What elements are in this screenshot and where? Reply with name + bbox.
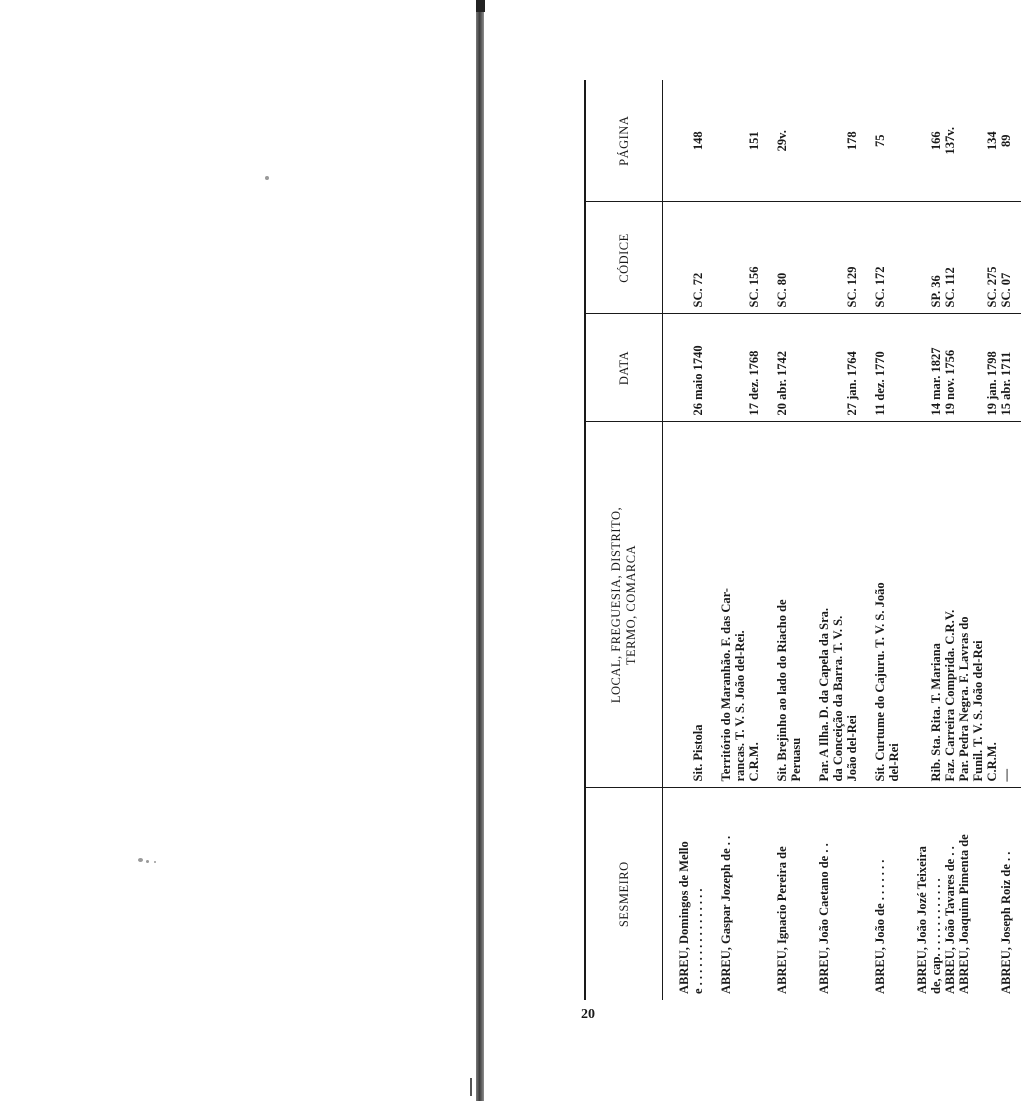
cell-data: 27 jan. 1764 xyxy=(817,314,859,422)
rotated-table-container xyxy=(584,80,1013,1000)
cell-local: Território do Maranhão. F. das Car- rancas. T. V. S. João del-Rei. C.R.M. xyxy=(719,422,761,788)
cell-local: Rib. Sta. Rita. T. Mariana xyxy=(915,422,943,788)
cell-codice: SC. 156 xyxy=(719,202,761,314)
header-pagina: PÁGINA xyxy=(585,80,663,202)
page-number: 20 xyxy=(581,1007,595,1022)
header-local: LOCAL, FREGUESIA, DISTRITO, TERMO, COMARCA xyxy=(585,422,663,788)
cell-sesmeiro: ABREU, Joaquim Pimenta de xyxy=(957,834,971,994)
page-smudge xyxy=(154,861,156,863)
cell-pagina: 134 xyxy=(957,80,999,202)
cell-codice: SC. 129 xyxy=(817,202,859,314)
cell-local: Par. Pedra Negra. F. Lavras do Funil. T. V. S. João del-Rei C.R.M. xyxy=(957,422,999,788)
table-row xyxy=(873,80,901,1000)
cell-codice: SC. 72 xyxy=(663,202,706,314)
cell-codice: SC. 172 xyxy=(873,202,901,314)
cell-pagina: 89 xyxy=(999,80,1021,202)
page-smudge xyxy=(138,858,143,862)
cell-pagina: 178 xyxy=(817,80,859,202)
cell-sesmeiro: ABREU, Ignacio Pereira de xyxy=(775,846,789,994)
table-row xyxy=(999,80,1021,1000)
cell-data: 15 abr. 1711 xyxy=(999,314,1021,422)
table-row xyxy=(775,80,803,1000)
cell-pagina: 151 xyxy=(719,80,761,202)
cell-data: 14 mar. 1827 xyxy=(915,314,943,422)
cell-local: Sit. Brejinho ao lado do Riacho de Peruasu xyxy=(775,422,803,788)
table-header-row xyxy=(585,80,663,1000)
cell-data: 20 abr. 1742 xyxy=(775,314,803,422)
cell-codice: SC. 112 xyxy=(943,202,957,314)
cell-pagina: 75 xyxy=(873,80,901,202)
spine-mark xyxy=(470,1078,472,1096)
table-row xyxy=(943,80,957,1000)
cell-codice: SC. 275 xyxy=(957,202,999,314)
cell-sesmeiro: ABREU, Joseph Roiz de . . xyxy=(999,851,1013,994)
book-spine xyxy=(476,0,484,1101)
table-row xyxy=(915,80,943,1000)
cell-data: 11 dez. 1770 xyxy=(873,314,901,422)
cell-sesmeiro: ABREU, João Caetano de . . xyxy=(817,843,831,994)
header-codice: CÓDICE xyxy=(585,202,663,314)
table-row xyxy=(719,80,761,1000)
cell-data: 17 dez. 1768 xyxy=(719,314,761,422)
cell-local: Sit. Curtume do Cajuru. T. V. S. João del-Rei xyxy=(873,422,901,788)
cell-codice: SC. 07 xyxy=(999,202,1021,314)
cell-sesmeiro: ABREU, João de . . . . . . . xyxy=(873,859,887,994)
table-row xyxy=(817,80,859,1000)
cell-local: Faz. Carreira Comprida. C.R.V. xyxy=(943,422,957,788)
cell-codice: SC. 80 xyxy=(775,202,803,314)
cell-local: Sit. Pistola xyxy=(663,422,706,788)
cell-pagina: 148 xyxy=(663,80,706,202)
page-smudge xyxy=(265,176,269,180)
cell-sesmeiro: ABREU, João Tavares de . . xyxy=(943,846,957,994)
table-row xyxy=(957,80,999,1000)
cell-local: — xyxy=(999,422,1021,788)
header-data: DATA xyxy=(585,314,663,422)
table-row xyxy=(663,80,706,1000)
page-smudge xyxy=(146,860,149,863)
cell-pagina: 29v. xyxy=(775,80,803,202)
cell-data: 26 maio 1740 xyxy=(663,314,706,422)
sesmarias-table xyxy=(584,80,1021,1000)
cell-pagina: 166 xyxy=(915,80,943,202)
cell-sesmeiro: ABREU, João Jozé Teixeira de, cap. . . . . . . . . . . . . xyxy=(915,846,943,994)
cell-sesmeiro: ABREU, Domingos de Mello e . . . . . . . . . . . . . . . . xyxy=(677,841,705,994)
spine-shadow xyxy=(476,0,485,12)
cell-codice: SP. 36 xyxy=(915,202,943,314)
cell-pagina: 137v. xyxy=(943,80,957,202)
cell-local: Par. A Ilha. D. da Capela da Sra. da Conceição da Barra. T. V. S. João del-Rei xyxy=(817,422,859,788)
header-sesmeiro: SESMEIRO xyxy=(585,788,663,1000)
cell-data: 19 jan. 1798 xyxy=(957,314,999,422)
cell-sesmeiro: ABREU, Gaspar Jozeph de . . xyxy=(719,835,733,994)
cell-data: 19 nov. 1756 xyxy=(943,314,957,422)
